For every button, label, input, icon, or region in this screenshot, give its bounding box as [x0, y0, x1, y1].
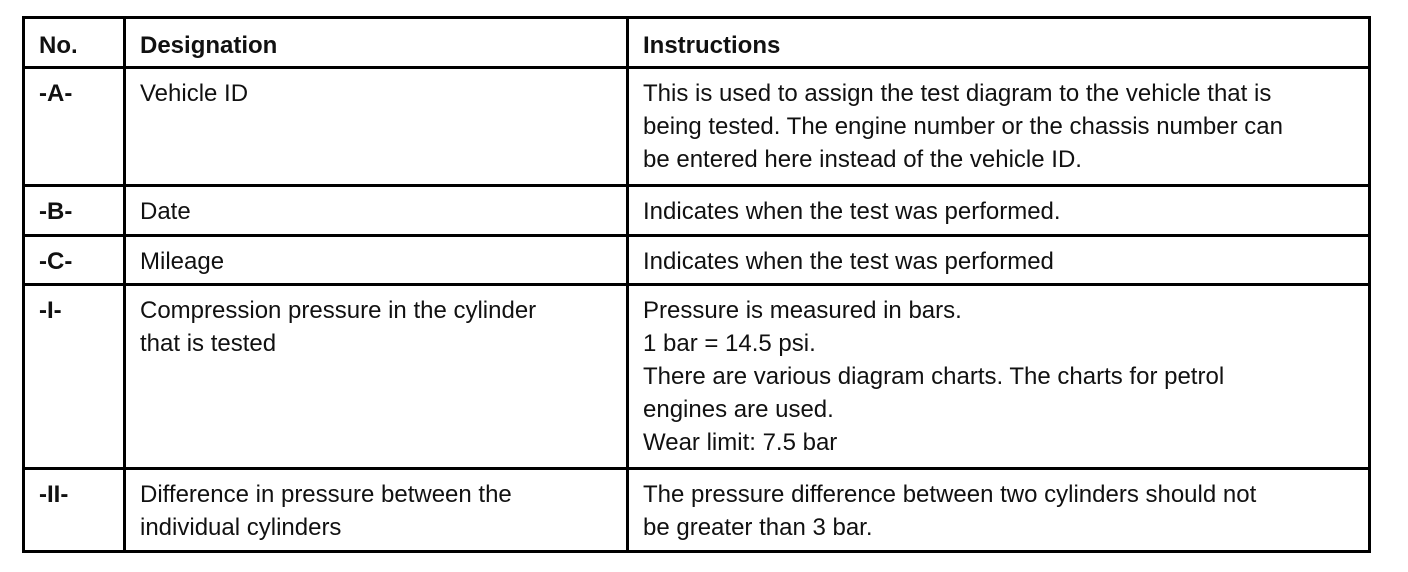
table-header-row	[24, 18, 1370, 68]
instruction-line: Indicates when the test was performed.	[643, 198, 1061, 225]
instruction-line: There are various diagram charts. The charts for petrol	[643, 363, 1225, 390]
designation-line: Compression pressure in the cylinder	[140, 297, 537, 324]
instructions-table	[22, 16, 1371, 553]
header-designation: Designation	[125, 18, 628, 68]
header-instructions: Instructions	[628, 18, 1370, 68]
instruction-line: Indicates when the test was performed	[643, 248, 1054, 275]
row-designation	[125, 186, 628, 236]
table-row	[24, 186, 1370, 236]
table-row	[24, 285, 1370, 469]
table-row	[24, 469, 1370, 552]
row-designation	[125, 236, 628, 285]
designation-line: Mileage	[140, 248, 225, 275]
instruction-line: be greater than 3 bar.	[643, 514, 873, 541]
row-number: -I-	[24, 285, 125, 469]
instruction-line: This is used to assign the test diagram to the vehicle that is	[643, 80, 1272, 107]
instruction-line: Wear limit: 7.5 bar	[643, 429, 838, 456]
row-number: -B-	[24, 186, 125, 236]
designation-line: Vehicle ID	[140, 80, 249, 107]
row-designation	[125, 68, 628, 186]
row-number: -II-	[24, 469, 125, 552]
row-designation	[125, 469, 628, 552]
table-row	[24, 68, 1370, 186]
designation-line: that is tested	[140, 330, 277, 357]
instruction-line: The pressure difference between two cylinders should not	[643, 481, 1257, 508]
row-instructions	[628, 186, 1370, 236]
instruction-line: Pressure is measured in bars.	[643, 297, 962, 324]
instruction-line: being tested. The engine number or the chassis number can	[643, 113, 1283, 140]
row-instructions	[628, 68, 1370, 186]
instruction-line: 1 bar = 14.5 psi.	[643, 330, 816, 357]
instruction-line: be entered here instead of the vehicle ID.	[643, 146, 1082, 173]
header-no: No.	[24, 18, 125, 68]
designation-line: Difference in pressure between the	[140, 481, 512, 508]
row-designation	[125, 285, 628, 469]
row-instructions	[628, 236, 1370, 285]
table-row	[24, 236, 1370, 285]
instruction-line: engines are used.	[643, 396, 834, 423]
row-number: -C-	[24, 236, 125, 285]
row-number: -A-	[24, 68, 125, 186]
row-instructions	[628, 285, 1370, 469]
designation-line: Date	[140, 198, 191, 225]
row-instructions	[628, 469, 1370, 552]
designation-line: individual cylinders	[140, 514, 342, 541]
